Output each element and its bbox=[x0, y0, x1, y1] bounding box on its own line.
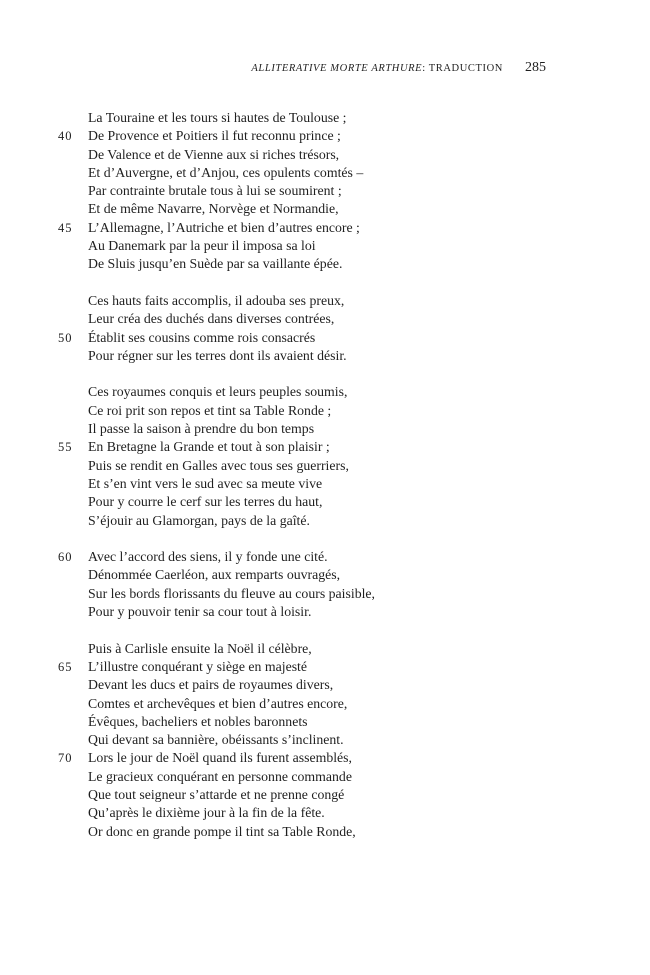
verse-text: Et de même Navarre, Norvège et Normandie, bbox=[88, 201, 339, 217]
verse-text: Ce roi prit son repos et tint sa Table Ronde ; bbox=[88, 402, 332, 418]
line-number: 40 bbox=[58, 129, 73, 144]
verse-line bbox=[0, 347, 650, 365]
verse-text: De Provence et Poitiers il fut reconnu prince ; bbox=[88, 128, 341, 144]
verse-text: Pour régner sur les terres dont ils avaient désir. bbox=[88, 347, 347, 363]
verse-line bbox=[0, 219, 650, 237]
verse-line bbox=[0, 713, 650, 731]
verse-line bbox=[0, 749, 650, 767]
verse-line bbox=[0, 603, 650, 621]
verse-text: Or donc en grande pompe il tint sa Table Ronde, bbox=[88, 823, 356, 839]
header-title-italic: ALLITERATIVE MORTE ARTHURE bbox=[251, 63, 423, 74]
verse-line bbox=[0, 548, 650, 566]
verse-text: Leur créa des duchés dans diverses contrées, bbox=[88, 311, 335, 327]
verse-text: Établit ses cousins comme rois consacrés bbox=[88, 329, 316, 345]
verse-text: Pour y pouvoir tenir sa cour tout à loisir. bbox=[88, 604, 312, 620]
verse-line bbox=[0, 731, 650, 749]
verse-line bbox=[0, 164, 650, 182]
poem-body bbox=[0, 109, 650, 841]
verse-text: Au Danemark par la peur il imposa sa loi bbox=[88, 238, 316, 254]
verse-line bbox=[0, 420, 650, 438]
verse-text: Comtes et archevêques et bien d’autres encore, bbox=[88, 695, 348, 711]
verse-line bbox=[0, 255, 650, 273]
stanza-break bbox=[0, 365, 650, 383]
verse-text: Puis se rendit en Galles avec tous ses guerriers, bbox=[88, 457, 349, 473]
line-number: 45 bbox=[58, 220, 73, 235]
verse-text: Ces hauts faits accomplis, il adouba ses preux, bbox=[88, 292, 345, 308]
verse-line bbox=[0, 438, 650, 456]
verse-text: En Bretagne la Grande et tout à son plaisir ; bbox=[88, 439, 330, 455]
verse-text: De Sluis jusqu’en Suède par sa vaillante épée. bbox=[88, 256, 343, 272]
line-number: 70 bbox=[58, 751, 73, 766]
verse-line bbox=[0, 310, 650, 328]
verse-line bbox=[0, 182, 650, 200]
verse-line bbox=[0, 200, 650, 218]
verse-line bbox=[0, 658, 650, 676]
verse-text: Qu’après le dixième jour à la fin de la fête. bbox=[88, 805, 325, 821]
verse-line bbox=[0, 127, 650, 145]
verse-text: Pour y courre le cerf sur les terres du haut, bbox=[88, 494, 323, 510]
verse-text: Que tout seigneur s’attarde et ne prenne congé bbox=[88, 786, 345, 802]
verse-line bbox=[0, 329, 650, 347]
verse-text: Qui devant sa bannière, obéissants s’inclinent. bbox=[88, 732, 344, 748]
verse-line bbox=[0, 493, 650, 511]
header-title-rest: : TRADUCTION bbox=[422, 63, 503, 74]
verse-line bbox=[0, 585, 650, 603]
verse-text: Avec l’accord des siens, il y fonde une cité. bbox=[88, 549, 328, 565]
verse-line bbox=[0, 109, 650, 127]
verse-line bbox=[0, 823, 650, 841]
verse-text: L’Allemagne, l’Autriche et bien d’autres encore ; bbox=[88, 219, 360, 235]
verse-line bbox=[0, 512, 650, 530]
verse-text: Devant les ducs et pairs de royaumes divers, bbox=[88, 677, 334, 693]
stanza-break bbox=[0, 274, 650, 292]
verse-line bbox=[0, 237, 650, 255]
verse-text: Lors le jour de Noël quand ils furent assemblés, bbox=[88, 750, 352, 766]
verse-text: Puis à Carlisle ensuite la Noël il célèbre, bbox=[88, 640, 312, 656]
line-number: 65 bbox=[58, 659, 73, 674]
verse-line bbox=[0, 475, 650, 493]
verse-line bbox=[0, 786, 650, 804]
verse-line bbox=[0, 292, 650, 310]
verse-text: Par contrainte brutale tous à lui se soumirent ; bbox=[88, 183, 342, 199]
verse-text: Et d’Auvergne, et d’Anjou, ces opulents comtés – bbox=[88, 164, 364, 180]
line-number: 50 bbox=[58, 330, 73, 345]
verse-line bbox=[0, 383, 650, 401]
verse-text: Le gracieux conquérant en personne commande bbox=[88, 768, 352, 784]
verse-text: La Touraine et les tours si hautes de Toulouse ; bbox=[88, 110, 347, 125]
verse-text: Sur les bords florissants du fleuve au cours paisible, bbox=[88, 585, 375, 601]
verse-line bbox=[0, 566, 650, 584]
verse-text: S’éjouir au Glamorgan, pays de la gaîté. bbox=[88, 512, 310, 528]
page-number: 285 bbox=[525, 60, 546, 75]
line-number: 55 bbox=[58, 440, 73, 455]
stanza-break bbox=[0, 621, 650, 639]
verse-line bbox=[0, 640, 650, 658]
verse-text: Il passe la saison à prendre du bon temps bbox=[88, 421, 315, 437]
verse-text: Ces royaumes conquis et leurs peuples soumis, bbox=[88, 384, 348, 400]
verse-line bbox=[0, 676, 650, 694]
stanza-break bbox=[0, 530, 650, 548]
verse-line bbox=[0, 804, 650, 822]
verse-text: De Valence et de Vienne aux si riches trésors, bbox=[88, 146, 340, 162]
verse-text: L’illustre conquérant y siège en majesté bbox=[88, 658, 308, 674]
verse-line bbox=[0, 457, 650, 475]
verse-line bbox=[0, 402, 650, 420]
running-header bbox=[251, 60, 546, 76]
line-number: 60 bbox=[58, 550, 73, 565]
verse-text: Dénommée Caerléon, aux remparts ouvragés, bbox=[88, 567, 341, 583]
verse-line bbox=[0, 768, 650, 786]
verse-text: Et s’en vint vers le sud avec sa meute vive bbox=[88, 475, 323, 491]
verse-text: Évêques, bacheliers et nobles baronnets bbox=[88, 713, 308, 729]
verse-line bbox=[0, 146, 650, 164]
verse-line bbox=[0, 695, 650, 713]
